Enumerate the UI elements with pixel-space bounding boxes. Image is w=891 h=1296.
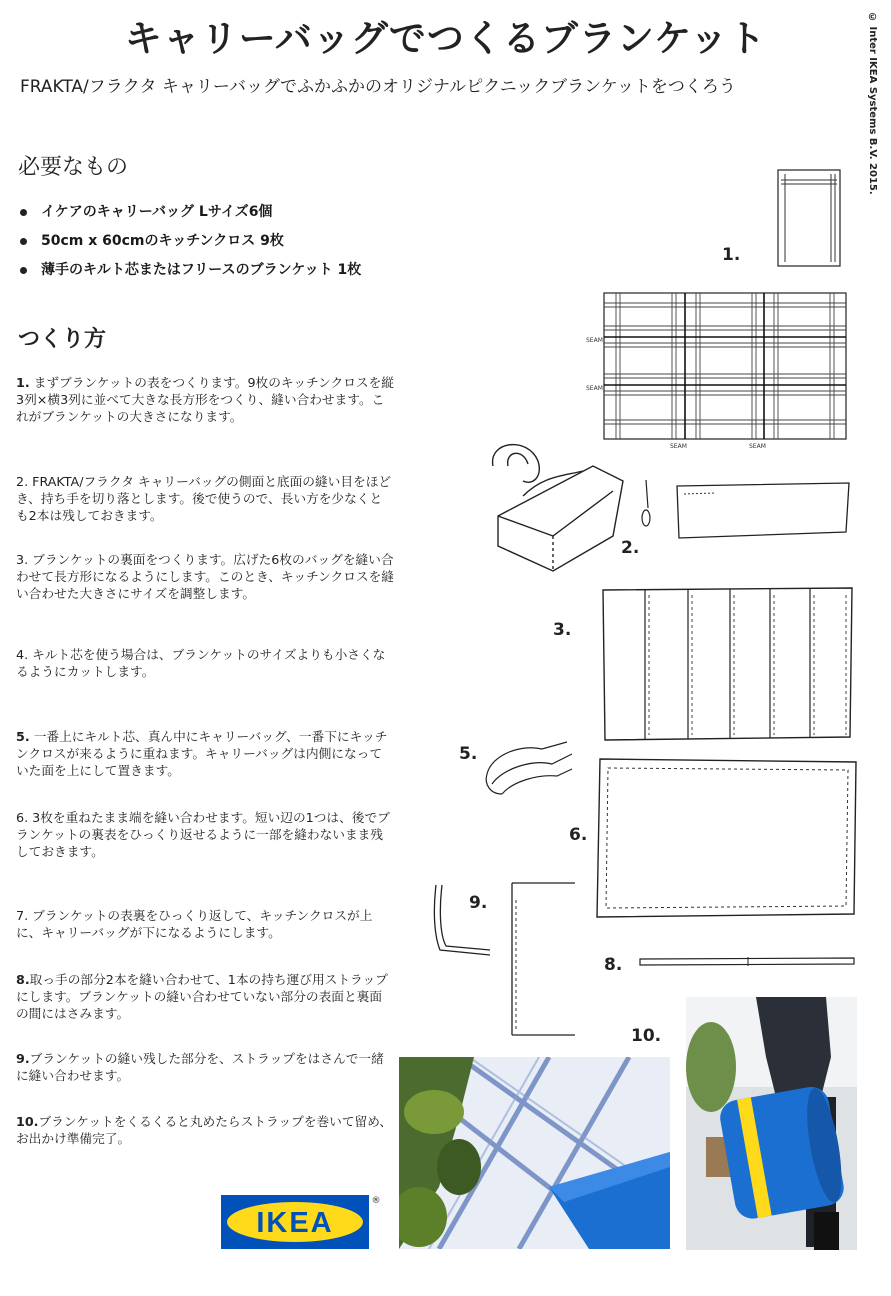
- page-subtitle: FRAKTA/フラクタ キャリーバッグでふかふかのオリジナルピクニックブランケットをつくろう: [20, 77, 736, 97]
- illustration-layers: [482, 734, 577, 804]
- illustration-towel-grid: [586, 290, 851, 452]
- illustration-label: 1.: [722, 245, 741, 265]
- step-text: ブランケットをくるくると丸めたらストラップを巻いて留め、お出かけ準備完了。: [16, 1114, 393, 1146]
- step-number: 2.: [16, 474, 29, 489]
- step-number: 9.: [16, 1051, 30, 1066]
- step-text: ブランケットの裏面をつくります。広げた6枚のバッグを縫い合わせて長方形になるようにします。このとき、キッチンクロスを縫い合わせた大きさにサイズを調整します。: [16, 552, 394, 601]
- step-5: [16, 728, 394, 779]
- seam-label: SEAM: [586, 337, 603, 344]
- seam-label: SEAM: [586, 385, 603, 392]
- material-item: [20, 259, 361, 279]
- step-number: 6.: [16, 810, 29, 825]
- illustration-strap-sewn: [430, 880, 580, 1040]
- step-text: 3枚を重ねたまま端を縫い合わせます。短い辺の1つは、後でブランケットの裏表をひっくり返せるように一部を縫わないまま残しておきます。: [16, 810, 390, 859]
- ikea-logo: [221, 1195, 381, 1249]
- material-label: 50cm x 60cmのキッチンクロス 9枚: [41, 233, 284, 249]
- illustration-handle-strip: [674, 480, 854, 542]
- registered-mark: ®: [371, 1196, 381, 1206]
- scissors-icon: [636, 478, 658, 538]
- step-6: [16, 809, 394, 860]
- illustration-label: 2.: [621, 538, 640, 558]
- step-10: [16, 1113, 394, 1147]
- step-number: 1.: [16, 375, 30, 390]
- page-title: キャリーバッグでつくるブランケット: [124, 17, 767, 60]
- step-number: 4.: [16, 647, 29, 662]
- step-2: [16, 473, 394, 524]
- step-9: [16, 1050, 394, 1084]
- step-number: 7.: [16, 908, 29, 923]
- illustration-bag-panels: [600, 585, 855, 743]
- step-number: 5.: [16, 729, 30, 744]
- step-number: 8.: [16, 972, 30, 987]
- illustration-bag-cut: [483, 436, 633, 576]
- step-8: [16, 971, 394, 1022]
- material-label: イケアのキャリーバッグ Lサイズ6個: [41, 204, 273, 220]
- bullet-icon: [20, 209, 27, 216]
- step-7: [16, 907, 394, 941]
- howto-heading: つくり方: [18, 327, 107, 352]
- materials-heading: 必要なもの: [18, 155, 129, 180]
- illustration-label: 8.: [604, 955, 623, 975]
- step-text: まずブランケットの表をつくります。9枚のキッチンクロスを縦3列×横3列に並べて大きな長方形をつくり、縫い合わせます。これがブランケットの大きさになります。: [16, 375, 394, 424]
- step-1: [16, 374, 394, 425]
- illustration-label: 9.: [469, 893, 488, 913]
- step-text: 取っ手の部分2本を縫い合わせて、1本の持ち運び用ストラップにします。ブランケットの縫い合わせていない部分の表面と裏面の間にはさみます。: [16, 972, 388, 1021]
- material-item: [20, 230, 284, 250]
- illustration-label: 5.: [459, 744, 478, 764]
- illustration-strap: [638, 955, 858, 969]
- illustration-sewn-edges: [594, 756, 860, 920]
- illustration-label: 6.: [569, 825, 588, 845]
- step-text: キルト芯を使う場合は、ブランケットのサイズよりも小さくなるようにカットします。: [16, 647, 386, 679]
- step-text: 一番上にキルト芯、真ん中にキャリーバッグ、一番下にキッチンクロスが来るように重ねます。キャリーバッグは内側になっていた面を上にして置きます。: [16, 729, 388, 778]
- step-number: 10.: [16, 1114, 39, 1129]
- material-item: [20, 201, 272, 221]
- material-label: 薄手のキルト芯またはフリースのブランケット 1枚: [41, 262, 362, 278]
- photo-carrying-blanket: [686, 997, 857, 1250]
- step-text: FRAKTA/フラクタ キャリーバッグの側面と底面の縫い目をほどき、持ち手を切り落とします。後で使うので、長い方を少なくとも2本は残しておきます。: [16, 474, 392, 523]
- step-text: ブランケットの縫い残した部分を、ストラップをはさんで一緒に縫い合わせます。: [16, 1051, 384, 1083]
- step-number: 3.: [16, 552, 29, 567]
- illustration-label: 3.: [553, 620, 572, 640]
- photo-picnic-blanket: [399, 1057, 670, 1249]
- bullet-icon: [20, 267, 27, 274]
- seam-label: SEAM: [749, 443, 766, 450]
- seam-label: SEAM: [670, 443, 687, 450]
- illustration-label: 10.: [631, 1026, 662, 1046]
- copyright-notice: © Inter IKEA Systems B.V. 2015.: [867, 12, 878, 195]
- step-4: [16, 646, 394, 680]
- step-text: ブランケットの表裏をひっくり返して、キッチンクロスが上に、キャリーバッグが下になるようにします。: [16, 908, 373, 940]
- illustration-kitchen-towel: [775, 166, 845, 271]
- step-3: [16, 551, 394, 602]
- ikea-logo-text: IKEA: [256, 1207, 334, 1239]
- bullet-icon: [20, 238, 27, 245]
